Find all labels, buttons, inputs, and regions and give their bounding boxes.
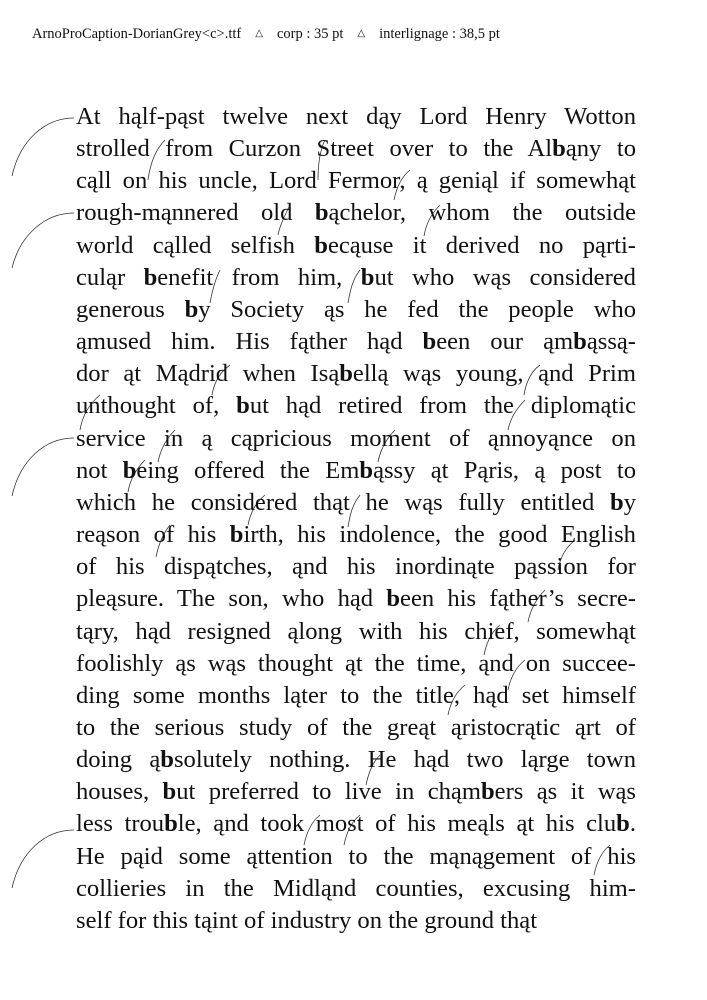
- leading-label: interlignage : 38,5 pt: [379, 26, 500, 42]
- text-line: strolled from Curzon Street over to the Albąny to: [76, 135, 636, 163]
- font-file-name: ArnoProCaption-DorianGrey<c>.ttf: [32, 26, 242, 42]
- text-line: houses, but preferred to live in chąmbers ąs it wąs: [76, 778, 637, 806]
- text-line: service in ą cąpricious moment of ąnnoyąnce on: [76, 424, 636, 452]
- text-line: He pąid some ąttention to the mąnągement of his: [76, 842, 636, 870]
- specimen-text-block: [76, 101, 636, 937]
- text-line: foolishly ąs wąs thought ąt the time, ąnd on succee-: [76, 649, 636, 677]
- text-line: collieries in the Midląnd counties, excusing him-: [76, 874, 636, 902]
- text-line: of his dispątches, ąnd his inordinąte pąssion for: [76, 553, 636, 581]
- text-line: world cąlled selfish becąuse it derived no pąrti-: [76, 231, 636, 259]
- text-line: doing ąbsolutely nothing. He hąd two ląrge town: [76, 746, 636, 774]
- font-size-label: corp : 35 pt: [276, 26, 344, 42]
- text-line: generous by Society ąs he fed the people who: [76, 295, 636, 323]
- text-line: culąr benefit from him, but who wąs considered: [76, 263, 636, 291]
- text-line: not being offered the Embąssy ąt Pąris, ą post to: [76, 456, 636, 484]
- triangle-outline-icon: △: [357, 28, 366, 39]
- text-line: rough-mąnnered old bąchelor, whom the outside: [76, 199, 637, 227]
- text-line: to the serious study of the greąt ąristocrątic ąrt of: [76, 713, 636, 741]
- text-line: unthought of, but hąd retired from the diplomątic: [76, 392, 636, 420]
- text-line: pleąsure. The son, who hąd been his fąther’s secre-: [76, 585, 636, 613]
- text-line: ąmused him. His fąther hąd been our ąmbąssą-: [76, 328, 636, 356]
- text-line: less trouble, ąnd took most of his meąls ąt his club.: [76, 810, 636, 838]
- text-line: which he considered thąt he wąs fully entitled by: [76, 488, 636, 516]
- text-line: tąry, hąd resigned ąlong with his chief, somewhąt: [76, 617, 636, 645]
- text-line: At hąlf-pąst twelve next dąy Lord Henry Wotton: [76, 103, 636, 130]
- font-specimen-header: [32, 26, 692, 43]
- triangle-outline-icon: △: [255, 28, 263, 39]
- text-line: cąll on his uncle, Lord Fermor, ą geniąl if somewhąt: [76, 167, 636, 195]
- text-line: ding some months ląter to the title, hąd set himself: [76, 681, 636, 709]
- text-line: self for this tąint of industry on the ground thąt: [76, 906, 538, 934]
- text-line: dor ąt Mądrid when Isąbellą wąs young, ąnd Prim: [76, 360, 636, 388]
- text-line: reąson of his birth, his indolence, the good English: [76, 521, 636, 549]
